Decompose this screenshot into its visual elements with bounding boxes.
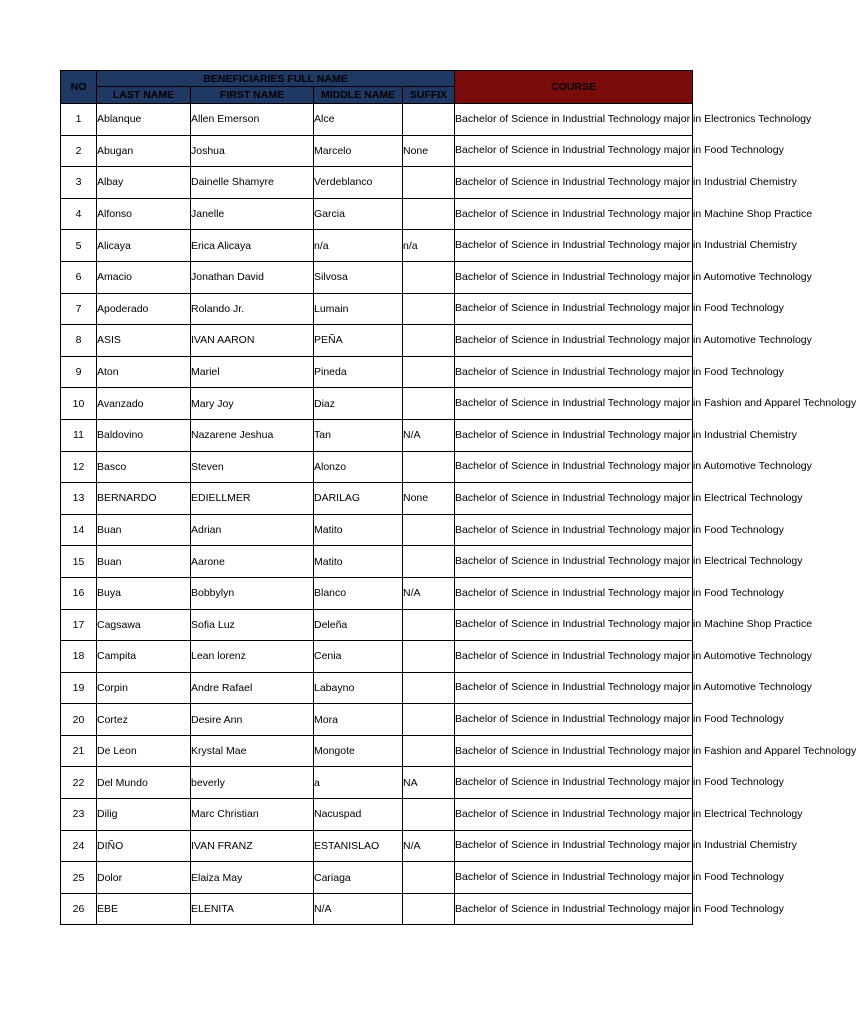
last-name-cell: EBE bbox=[97, 893, 191, 925]
row-number: 25 bbox=[61, 862, 97, 894]
suffix-cell bbox=[403, 893, 455, 925]
first-name-cell: Elaiza May bbox=[191, 862, 314, 894]
middle-name-cell: Garcia bbox=[314, 198, 403, 230]
table-body bbox=[61, 104, 856, 925]
course-cell: Bachelor of Science in Industrial Technology major in Industrial Chemistry bbox=[455, 419, 693, 451]
middle-name-cell: Matito bbox=[314, 514, 403, 546]
suffix-cell: None bbox=[403, 135, 455, 167]
table-row bbox=[61, 104, 693, 136]
header-course: COURSE bbox=[455, 71, 693, 104]
row-number: 14 bbox=[61, 514, 97, 546]
suffix-cell bbox=[403, 609, 455, 641]
header-middle-name: MIDDLE NAME bbox=[314, 87, 403, 104]
last-name-cell: Campita bbox=[97, 641, 191, 673]
course-cell: Bachelor of Science in Industrial Technology major in Automotive Technology bbox=[455, 641, 693, 673]
row-number: 4 bbox=[61, 198, 97, 230]
row-number: 16 bbox=[61, 577, 97, 609]
first-name-cell: Lean lorenz bbox=[191, 641, 314, 673]
last-name-cell: Baldovino bbox=[97, 419, 191, 451]
last-name-cell: Dilig bbox=[97, 799, 191, 831]
row-number: 21 bbox=[61, 735, 97, 767]
table-row bbox=[61, 451, 693, 483]
course-cell: Bachelor of Science in Industrial Technology major in Electrical Technology bbox=[455, 483, 693, 515]
suffix-cell bbox=[403, 356, 455, 388]
last-name-cell: ASIS bbox=[97, 325, 191, 357]
table-row bbox=[61, 135, 693, 167]
suffix-cell: NA bbox=[403, 767, 455, 799]
last-name-cell: Avanzado bbox=[97, 388, 191, 420]
suffix-cell bbox=[403, 451, 455, 483]
first-name-cell: Mary Joy bbox=[191, 388, 314, 420]
suffix-cell bbox=[403, 546, 455, 578]
course-cell: Bachelor of Science in Industrial Technology major in Industrial Chemistry bbox=[455, 830, 693, 862]
suffix-cell: None bbox=[403, 483, 455, 515]
suffix-cell: N/A bbox=[403, 577, 455, 609]
course-cell: Bachelor of Science in Industrial Technology major in Food Technology bbox=[455, 135, 693, 167]
row-number: 6 bbox=[61, 261, 97, 293]
last-name-cell: Aton bbox=[97, 356, 191, 388]
last-name-cell: De Leon bbox=[97, 735, 191, 767]
table-row bbox=[61, 261, 693, 293]
first-name-cell: EDIELLMER bbox=[191, 483, 314, 515]
middle-name-cell: Nacuspad bbox=[314, 799, 403, 831]
middle-name-cell: n/a bbox=[314, 230, 403, 262]
first-name-cell: Desire Ann bbox=[191, 704, 314, 736]
first-name-cell: IVAN FRANZ bbox=[191, 830, 314, 862]
last-name-cell: Buya bbox=[97, 577, 191, 609]
middle-name-cell: Silvosa bbox=[314, 261, 403, 293]
first-name-cell: Erica Alicaya bbox=[191, 230, 314, 262]
suffix-cell bbox=[403, 198, 455, 230]
last-name-cell: BERNARDO bbox=[97, 483, 191, 515]
table-row bbox=[61, 641, 693, 673]
header-first-name: FIRST NAME bbox=[191, 87, 314, 104]
header-beneficiaries-full-name: BENEFICIARIES FULL NAME bbox=[97, 71, 455, 87]
first-name-cell: Steven bbox=[191, 451, 314, 483]
row-number: 1 bbox=[61, 104, 97, 136]
row-number: 3 bbox=[61, 167, 97, 199]
course-cell: Bachelor of Science in Industrial Technology major in Food Technology bbox=[455, 893, 693, 925]
header-last-name: LAST NAME bbox=[97, 87, 191, 104]
first-name-cell: Jonathan David bbox=[191, 261, 314, 293]
row-number: 23 bbox=[61, 799, 97, 831]
middle-name-cell: a bbox=[314, 767, 403, 799]
last-name-cell: Corpin bbox=[97, 672, 191, 704]
course-cell: Bachelor of Science in Industrial Technology major in Food Technology bbox=[455, 577, 693, 609]
last-name-cell: Del Mundo bbox=[97, 767, 191, 799]
table-row bbox=[61, 672, 693, 704]
first-name-cell: Nazarene Jeshua bbox=[191, 419, 314, 451]
table-row bbox=[61, 862, 693, 894]
first-name-cell: Andre Rafael bbox=[191, 672, 314, 704]
middle-name-cell: Matito bbox=[314, 546, 403, 578]
course-cell: Bachelor of Science in Industrial Technology major in Electronics Technology bbox=[455, 104, 693, 136]
first-name-cell: Allen Emerson bbox=[191, 104, 314, 136]
last-name-cell: Apoderado bbox=[97, 293, 191, 325]
middle-name-cell: Lumain bbox=[314, 293, 403, 325]
first-name-cell: Bobbylyn bbox=[191, 577, 314, 609]
middle-name-cell: Diaz bbox=[314, 388, 403, 420]
table-row bbox=[61, 293, 693, 325]
suffix-cell bbox=[403, 167, 455, 199]
course-cell: Bachelor of Science in Industrial Technology major in Food Technology bbox=[455, 767, 693, 799]
table-row bbox=[61, 356, 693, 388]
last-name-cell: Albay bbox=[97, 167, 191, 199]
row-number: 24 bbox=[61, 830, 97, 862]
row-number: 11 bbox=[61, 419, 97, 451]
course-cell: Bachelor of Science in Industrial Technology major in Food Technology bbox=[455, 862, 693, 894]
course-cell: Bachelor of Science in Industrial Technology major in Automotive Technology bbox=[455, 672, 693, 704]
table-row bbox=[61, 325, 693, 357]
header-suffix: SUFFIX bbox=[403, 87, 455, 104]
course-cell: Bachelor of Science in Industrial Technology major in Automotive Technology bbox=[455, 325, 693, 357]
row-number: 9 bbox=[61, 356, 97, 388]
table-row bbox=[61, 704, 693, 736]
middle-name-cell: Cariaga bbox=[314, 862, 403, 894]
middle-name-cell: Pineda bbox=[314, 356, 403, 388]
middle-name-cell: Cenia bbox=[314, 641, 403, 673]
row-number: 13 bbox=[61, 483, 97, 515]
suffix-cell bbox=[403, 799, 455, 831]
course-cell: Bachelor of Science in Industrial Technology major in Food Technology bbox=[455, 356, 693, 388]
last-name-cell: DIÑO bbox=[97, 830, 191, 862]
first-name-cell: Krystal Mae bbox=[191, 735, 314, 767]
middle-name-cell: Alce bbox=[314, 104, 403, 136]
course-cell: Bachelor of Science in Industrial Technology major in Electrical Technology bbox=[455, 546, 693, 578]
first-name-cell: beverly bbox=[191, 767, 314, 799]
table-row bbox=[61, 893, 693, 925]
course-cell: Bachelor of Science in Industrial Technology major in Automotive Technology bbox=[455, 451, 693, 483]
row-number: 10 bbox=[61, 388, 97, 420]
middle-name-cell: Mora bbox=[314, 704, 403, 736]
first-name-cell: Janelle bbox=[191, 198, 314, 230]
suffix-cell: N/A bbox=[403, 830, 455, 862]
last-name-cell: Cagsawa bbox=[97, 609, 191, 641]
table-row bbox=[61, 419, 693, 451]
suffix-cell bbox=[403, 862, 455, 894]
row-number: 17 bbox=[61, 609, 97, 641]
first-name-cell: Adrian bbox=[191, 514, 314, 546]
row-number: 26 bbox=[61, 893, 97, 925]
middle-name-cell: Alonzo bbox=[314, 451, 403, 483]
middle-name-cell: Labayno bbox=[314, 672, 403, 704]
course-cell: Bachelor of Science in Industrial Technology major in Automotive Technology bbox=[455, 261, 693, 293]
suffix-cell bbox=[403, 704, 455, 736]
row-number: 7 bbox=[61, 293, 97, 325]
last-name-cell: Buan bbox=[97, 546, 191, 578]
last-name-cell: Basco bbox=[97, 451, 191, 483]
table-row bbox=[61, 577, 693, 609]
middle-name-cell: Mongote bbox=[314, 735, 403, 767]
suffix-cell bbox=[403, 672, 455, 704]
row-number: 2 bbox=[61, 135, 97, 167]
table-row bbox=[61, 735, 693, 767]
suffix-cell bbox=[403, 514, 455, 546]
table-row bbox=[61, 167, 693, 199]
row-number: 19 bbox=[61, 672, 97, 704]
row-number: 20 bbox=[61, 704, 97, 736]
row-number: 22 bbox=[61, 767, 97, 799]
course-cell: Bachelor of Science in Industrial Technology major in Machine Shop Practice bbox=[455, 198, 693, 230]
table-row bbox=[61, 767, 693, 799]
suffix-cell: N/A bbox=[403, 419, 455, 451]
suffix-cell bbox=[403, 261, 455, 293]
last-name-cell: Alicaya bbox=[97, 230, 191, 262]
beneficiaries-table bbox=[60, 70, 856, 925]
course-cell: Bachelor of Science in Industrial Technology major in Industrial Chemistry bbox=[455, 230, 693, 262]
last-name-cell: Cortez bbox=[97, 704, 191, 736]
middle-name-cell: ESTANISLAO bbox=[314, 830, 403, 862]
course-cell: Bachelor of Science in Industrial Technology major in Food Technology bbox=[455, 293, 693, 325]
suffix-cell bbox=[403, 325, 455, 357]
middle-name-cell: Tan bbox=[314, 419, 403, 451]
suffix-cell bbox=[403, 104, 455, 136]
first-name-cell: Aarone bbox=[191, 546, 314, 578]
row-number: 12 bbox=[61, 451, 97, 483]
table-row bbox=[61, 830, 693, 862]
suffix-cell bbox=[403, 641, 455, 673]
suffix-cell bbox=[403, 735, 455, 767]
first-name-cell: Marc Christian bbox=[191, 799, 314, 831]
last-name-cell: Amacio bbox=[97, 261, 191, 293]
suffix-cell bbox=[403, 293, 455, 325]
header-no: NO bbox=[61, 71, 97, 104]
last-name-cell: Buan bbox=[97, 514, 191, 546]
table-row bbox=[61, 198, 693, 230]
middle-name-cell: Verdeblanco bbox=[314, 167, 403, 199]
row-number: 8 bbox=[61, 325, 97, 357]
middle-name-cell: PEÑA bbox=[314, 325, 403, 357]
first-name-cell: Mariel bbox=[191, 356, 314, 388]
course-cell: Bachelor of Science in Industrial Technology major in Electrical Technology bbox=[455, 799, 693, 831]
course-cell: Bachelor of Science in Industrial Technology major in Food Technology bbox=[455, 514, 693, 546]
suffix-cell: n/a bbox=[403, 230, 455, 262]
course-cell: Bachelor of Science in Industrial Technology major in Industrial Chemistry bbox=[455, 167, 693, 199]
middle-name-cell: Deleña bbox=[314, 609, 403, 641]
first-name-cell: Dainelle Shamyre bbox=[191, 167, 314, 199]
first-name-cell: ELENITA bbox=[191, 893, 314, 925]
first-name-cell: Rolando Jr. bbox=[191, 293, 314, 325]
middle-name-cell: DARILAG bbox=[314, 483, 403, 515]
last-name-cell: Ablanque bbox=[97, 104, 191, 136]
table-row bbox=[61, 388, 693, 420]
first-name-cell: IVAN AARON bbox=[191, 325, 314, 357]
middle-name-cell: Marcelo bbox=[314, 135, 403, 167]
course-cell: Bachelor of Science in Industrial Technology major in Food Technology bbox=[455, 704, 693, 736]
first-name-cell: Joshua bbox=[191, 135, 314, 167]
table-row bbox=[61, 483, 693, 515]
last-name-cell: Dolor bbox=[97, 862, 191, 894]
table-row bbox=[61, 799, 693, 831]
suffix-cell bbox=[403, 388, 455, 420]
table-row bbox=[61, 230, 693, 262]
last-name-cell: Abugan bbox=[97, 135, 191, 167]
row-number: 15 bbox=[61, 546, 97, 578]
row-number: 18 bbox=[61, 641, 97, 673]
course-cell: Bachelor of Science in Industrial Technology major in Fashion and Apparel Technology bbox=[455, 735, 693, 767]
table-row bbox=[61, 609, 693, 641]
first-name-cell: Sofia Luz bbox=[191, 609, 314, 641]
row-number: 5 bbox=[61, 230, 97, 262]
table-row bbox=[61, 546, 693, 578]
course-cell: Bachelor of Science in Industrial Technology major in Machine Shop Practice bbox=[455, 609, 693, 641]
middle-name-cell: Blanco bbox=[314, 577, 403, 609]
last-name-cell: Alfonso bbox=[97, 198, 191, 230]
middle-name-cell: N/A bbox=[314, 893, 403, 925]
table-row bbox=[61, 514, 693, 546]
course-cell: Bachelor of Science in Industrial Technology major in Fashion and Apparel Technology bbox=[455, 388, 693, 420]
